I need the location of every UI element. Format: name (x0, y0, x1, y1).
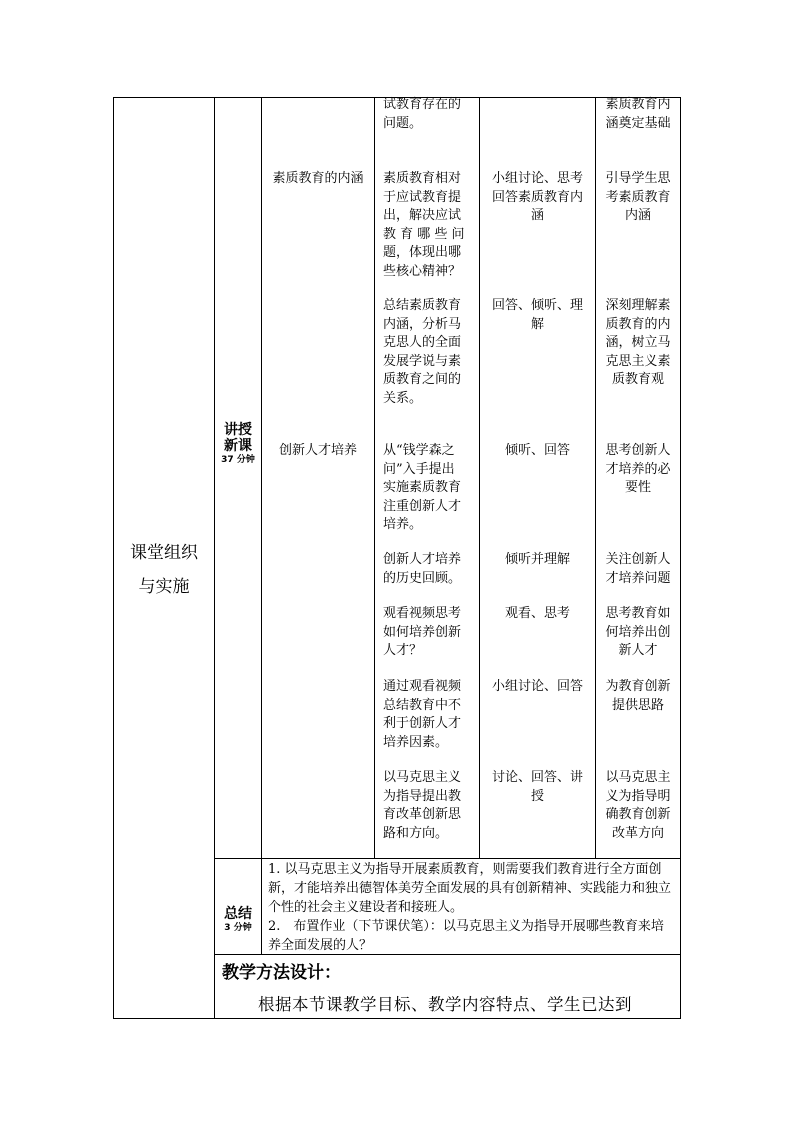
student-activity: 倾听、回答 (504, 443, 570, 458)
student-activity: 观看、思考 (504, 606, 570, 621)
teacher-activity: 试教育存在的 问题。 (383, 97, 462, 131)
lecture-summary-divider (214, 858, 681, 859)
teaching-intent: 思考教育如 何培养出创 新人才 (605, 606, 671, 658)
lecture-section-duration: 37 分钟 (221, 455, 255, 465)
teaching-intent: 深刻理解素 质教育的内 涵，树立马 克思主义素 质教育观 (605, 298, 671, 387)
teacher-activity: 总结素质教育 内涵，分析马 克思人的全面 发展学说与素 质教育之间的 关系。 (383, 298, 462, 406)
summary-section-label (215, 890, 261, 950)
teacher-activity: 素质教育相对 于应试教育提 出，解决应试 教 育 哪 些 问 题，体现出哪 些核心精神？ (383, 171, 465, 279)
teacher-activity: 观看视频思考 如何培养创新 人才？ (383, 606, 462, 658)
teacher-activity: 以马克思主义 为指导提出教 育改革创新思 路和方向。 (383, 770, 462, 841)
student-activity: 小组讨论、回答 (491, 679, 583, 694)
student-activity: 回答、倾听、理 解 (491, 298, 583, 332)
student-activity: 小组讨论、思考 回答素质教育内 涵 (491, 171, 583, 223)
summary-column-divider (261, 858, 262, 954)
topic-label: 素质教育的内涵 (272, 171, 364, 186)
student-activity: 讨论、回答、讲 授 (491, 770, 583, 804)
teaching-intent: 以马克思主 义为指导明 确教育创新 改革方向 (605, 770, 671, 841)
lecture-section-label (215, 406, 261, 482)
method-design-title: 教学方法设计： (222, 963, 341, 983)
first-column-divider (214, 97, 215, 1018)
teacher-activity: 从“钱学森之 问”入手提出 实施素质教育 注重创新人才 培养。 (383, 443, 462, 532)
topic-column-divider (374, 97, 375, 858)
summary-section-duration: 3 分钟 (224, 923, 252, 933)
teacher-activity: 通过观看视频 总结教育中不 利于创新人才 培养因素。 (383, 679, 462, 750)
table-bottom-border (113, 1018, 681, 1019)
teaching-intent: 关注创新人 才培养问题 (605, 552, 671, 586)
teaching-intent: 素质教育内 涵奠定基础 (605, 97, 671, 131)
table-right-border (680, 97, 681, 1018)
topic-label: 创新人才培养 (278, 443, 357, 458)
teacher-activity: 创新人才培养 的历史回顾。 (383, 552, 462, 586)
summary-section-title: 总结 (224, 906, 252, 922)
teaching-intent: 引导学生思 考素质教育 内涵 (605, 171, 671, 223)
method-design-text: 根据本节课教学目标、教学内容特点、学生已达到 (258, 995, 632, 1014)
section-column-divider (261, 97, 262, 858)
teaching-intent: 为教育创新 提供思路 (605, 679, 671, 713)
summary-text: 1. 以马克思主义为指导开展素质教育，则需要我们教育进行全方面创新，才能培养出德智体美劳全面发展的具有创新精神、实践能力和独立个性的社会主义建设者和接班人。 2. 布置作业（下节课伏笔）：以马克思主义为指导开展哪些教育来培养全面发展的人？ (268, 862, 672, 953)
lecture-section-title: 讲授 新课 (224, 422, 252, 454)
first-column-label: 课堂组织 与实施 (130, 543, 198, 597)
teaching-intent: 思考创新人 才培养的必 要性 (605, 443, 671, 495)
student-activity: 倾听并理解 (504, 552, 570, 567)
